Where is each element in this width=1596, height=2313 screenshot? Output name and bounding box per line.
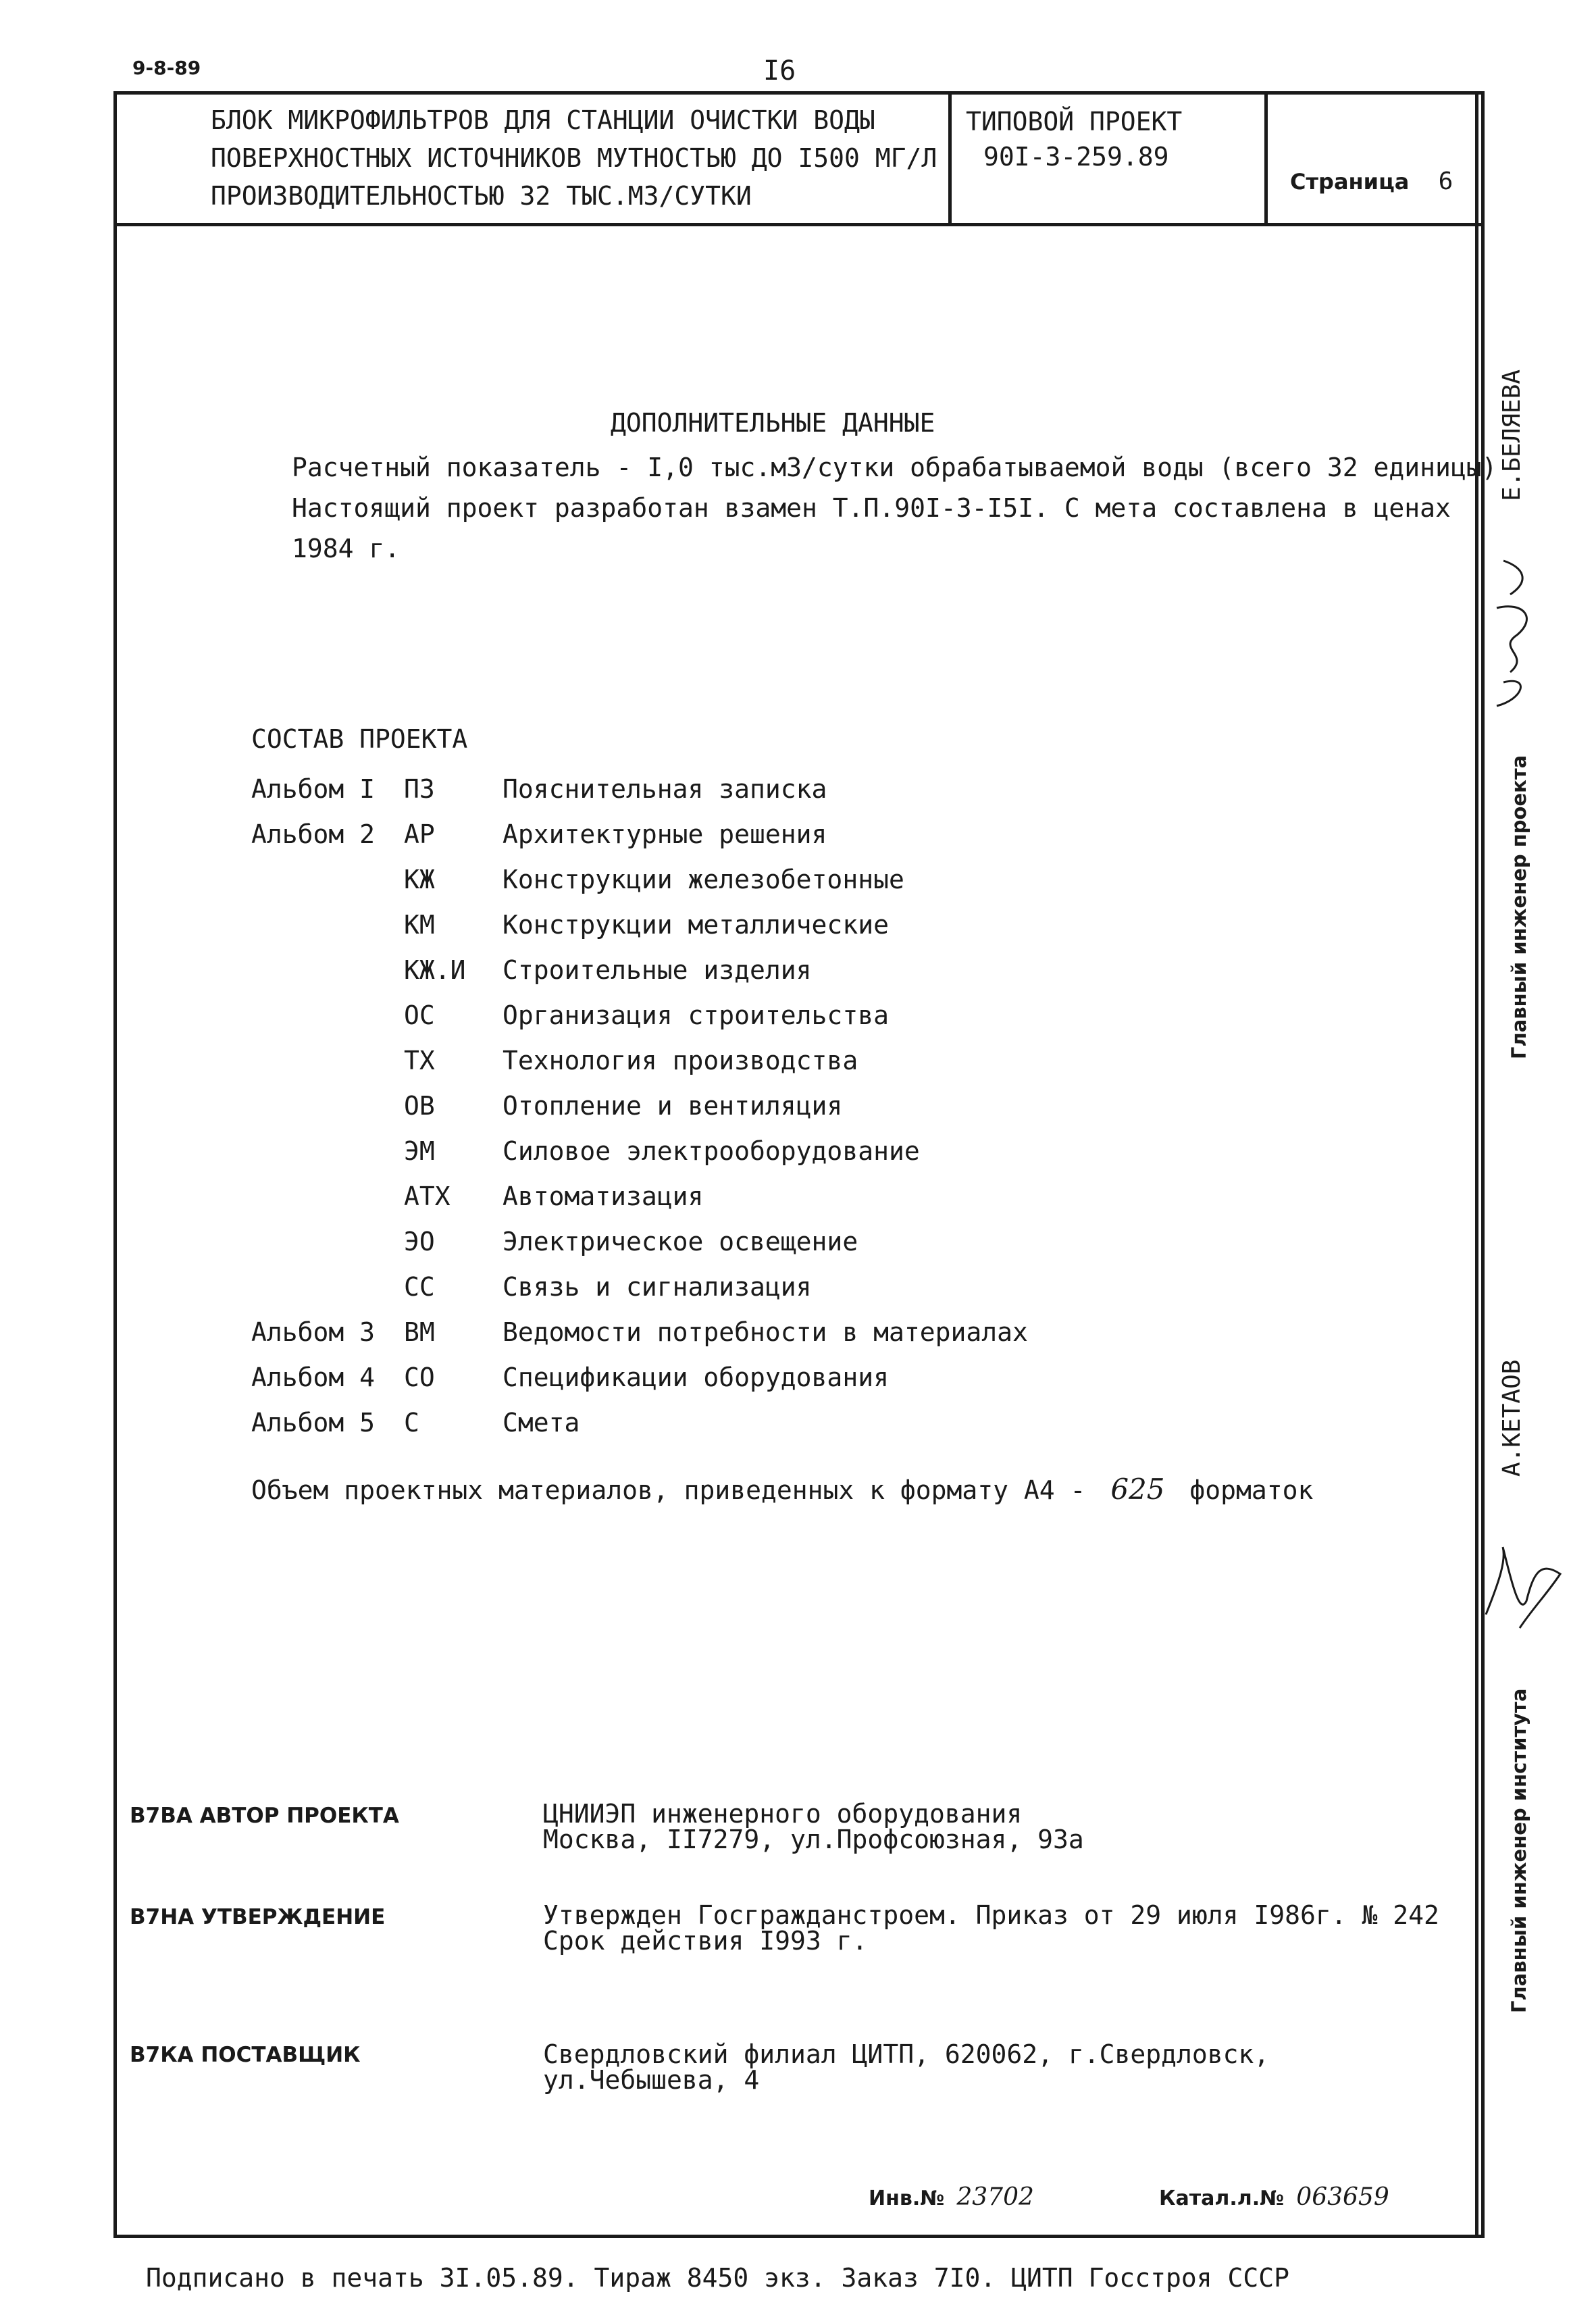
chief-project-engineer-title: Главный инженер проекта <box>1508 755 1530 1059</box>
volume-line <box>251 1473 1313 1506</box>
composition-desc: Строительные изделия <box>503 955 812 985</box>
additional-line: Настоящий проект разработан взамен Т.П.90I-3-I5I. С мета составлена в ценах <box>292 493 1451 523</box>
composition-code: СО <box>404 1363 435 1392</box>
composition-desc: Ведомости потребности в материалах <box>503 1317 1028 1347</box>
sidebar-border <box>1475 91 1478 2238</box>
project-type-label: ТИПОВОЙ ПРОЕКТ <box>966 107 1183 136</box>
author-line: ЦНИИЭП инженерного оборудования <box>543 1799 1023 1829</box>
composition-album: Альбом 3 <box>251 1317 376 1347</box>
composition-album: Альбом I <box>251 774 376 804</box>
author-line: Москва, II7279, ул.Профсоюзная, 93а <box>543 1825 1084 1854</box>
chief-institute-engineer-name: А.КЕТАОВ <box>1498 1359 1526 1477</box>
volume-suffix: форматок <box>1189 1475 1314 1505</box>
inventory-number <box>869 2183 1034 2211</box>
composition-code: ТХ <box>404 1046 435 1075</box>
title-line: БЛОК МИКРОФИЛЬТРОВ ДЛЯ СТАНЦИИ ОЧИСТКИ ВОДЫ <box>211 105 875 135</box>
additional-line: 1984 г. <box>292 534 401 563</box>
composition-desc: Автоматизация <box>503 1181 704 1211</box>
chief-project-engineer-name: Е.БЕЛЯЕВА <box>1498 369 1526 501</box>
cat-label: Катал.л.№ <box>1159 2187 1285 2210</box>
page-indicator <box>1290 168 1453 195</box>
approval-line: Срок действия I993 г. <box>543 1926 868 1956</box>
title-line: ПРОИЗВОДИТЕЛЬНОСТЬЮ 32 ТЫС.М3/СУТКИ <box>211 181 752 211</box>
page-label: Страница <box>1290 169 1410 195</box>
page-value: 6 <box>1438 168 1453 195</box>
composition-desc: Технология производства <box>503 1046 858 1075</box>
header-vdivider-1 <box>948 91 952 225</box>
composition-desc: Смета <box>503 1408 580 1438</box>
composition-album: Альбом 5 <box>251 1408 376 1438</box>
composition-code: АТХ <box>404 1181 451 1211</box>
sheet-number: I6 <box>763 55 796 86</box>
signature-project-engineer <box>1483 554 1558 716</box>
supplier-value <box>543 2041 1269 2093</box>
catalog-number <box>1159 2183 1389 2211</box>
composition-album: Альбом 4 <box>251 1363 376 1392</box>
document-date: 9-8-89 <box>132 57 201 79</box>
composition-code: КЖ <box>404 865 435 894</box>
volume-value: 625 <box>1110 1473 1165 1506</box>
composition-code: ОВ <box>404 1091 435 1121</box>
composition-heading: СОСТАВ ПРОЕКТА <box>251 724 468 754</box>
composition-code: ЭМ <box>404 1136 435 1166</box>
composition-desc: Силовое электрооборудование <box>503 1136 920 1166</box>
inv-value: 23702 <box>956 2183 1034 2211</box>
composition-code: ЭО <box>404 1227 435 1256</box>
cat-value: 063659 <box>1296 2183 1389 2211</box>
header-divider <box>113 223 1485 226</box>
supplier-line: Свердловский филиал ЦИТП, 620062, г.Свердловск, <box>543 2039 1270 2069</box>
composition-desc: Конструкции металлические <box>503 910 889 940</box>
composition-code: ОС <box>404 1000 435 1030</box>
composition-desc: Конструкции железобетонные <box>503 865 904 894</box>
composition-code: ВМ <box>404 1317 435 1347</box>
composition-code: С <box>404 1408 419 1438</box>
approval-value <box>543 1902 1439 1954</box>
composition-desc: Архитектурные решения <box>503 819 827 849</box>
composition-desc: Спецификации оборудования <box>503 1363 889 1392</box>
signature-institute-engineer <box>1466 1533 1574 1648</box>
composition-code: ПЗ <box>404 774 435 804</box>
author-label: В7ВА АВТОР ПРОЕКТА <box>130 1804 399 1828</box>
additional-line: Расчетный показатель - I,0 тыс.м3/сутки обрабатываемой воды (всего 32 единицы) <box>292 453 1497 482</box>
approval-label: В7НА УТВЕРЖДЕНИЕ <box>130 1905 386 1929</box>
print-footer: Подписано в печать 3I.05.89. Тираж 8450 экз. Заказ 7I0. ЦИТП Госстроя СССР <box>146 2263 1289 2293</box>
composition-code: АР <box>404 819 435 849</box>
composition-desc: Отопление и вентиляция <box>503 1091 843 1121</box>
composition-desc: Организация строительства <box>503 1000 889 1030</box>
volume-prefix: Объем проектных материалов, приведенных к формату А4 - <box>251 1475 1086 1505</box>
composition-code: СС <box>404 1272 435 1302</box>
additional-text <box>292 447 1497 569</box>
project-title <box>211 101 937 215</box>
chief-institute-engineer-title: Главный инженер института <box>1508 1688 1530 2013</box>
approval-line: Утвержден Госгражданстроем. Приказ от 29 июля I986г. № 242 <box>543 1900 1439 1930</box>
composition-code: КЖ.И <box>404 955 466 985</box>
title-line: ПОВЕРХНОСТНЫХ ИСТОЧНИКОВ МУТНОСТЬЮ ДО I500 МГ/Л <box>211 143 937 173</box>
composition-desc: Пояснительная записка <box>503 774 827 804</box>
composition-desc: Электрическое освещение <box>503 1227 858 1256</box>
composition-desc: Связь и сигнализация <box>503 1272 812 1302</box>
project-code: 90I-3-259.89 <box>983 142 1169 172</box>
additional-heading: ДОПОЛНИТЕЛЬНЫЕ ДАННЫЕ <box>611 408 935 438</box>
composition-code: КМ <box>404 910 435 940</box>
supplier-line: ул.Чебышева, 4 <box>543 2065 760 2095</box>
inv-label: Инв.№ <box>869 2187 945 2210</box>
composition-album: Альбом 2 <box>251 819 376 849</box>
header-vdivider-2 <box>1264 91 1268 225</box>
author-value <box>543 1801 1084 1852</box>
supplier-label: В7КА ПОСТАВЩИК <box>130 2043 361 2067</box>
